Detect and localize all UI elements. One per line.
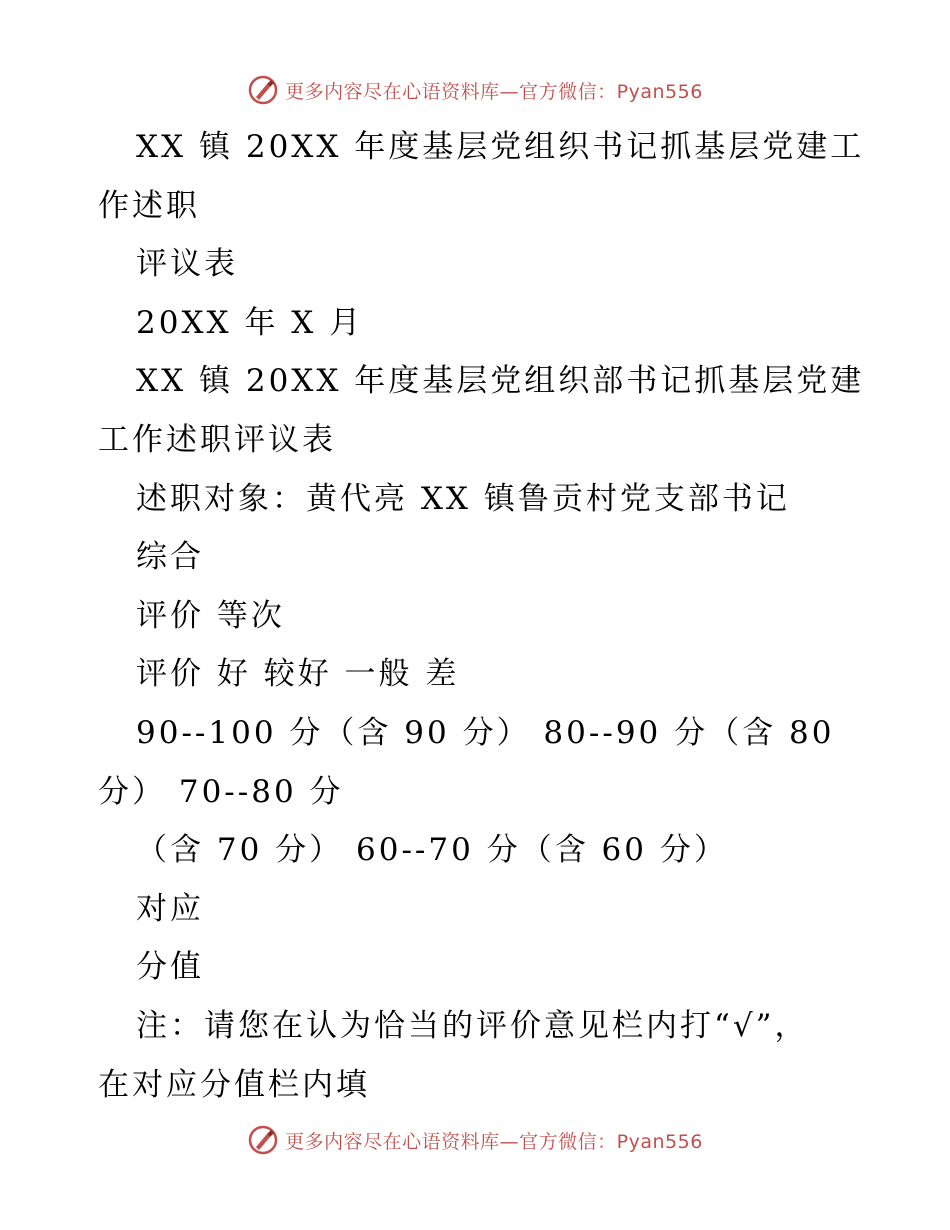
header-watermark — [0, 72, 950, 108]
doc-line: XX 镇 20XX 年度基层党组织书记抓基层党建工 — [136, 129, 865, 165]
watermark-text: 更多内容尽在心语资料库—官方微信：Pyan556 — [285, 80, 703, 103]
doc-line: 分值 — [136, 949, 204, 986]
doc-line: 作述职 — [98, 187, 200, 224]
doc-line: 评议表 — [136, 246, 238, 283]
doc-line: 对应 — [136, 890, 204, 927]
doc-line: 在对应分值栏内填 — [98, 1066, 370, 1103]
pen-logo-icon — [247, 1124, 279, 1156]
document-body — [98, 118, 865, 1114]
doc-line: XX 镇 20XX 年度基层党组织部书记抓基层党建 — [136, 363, 865, 400]
doc-line: 评价 等次 — [136, 597, 285, 634]
doc-line: 综合 — [136, 539, 204, 576]
doc-line: 注：请您在认为恰当的评价意见栏内打“√”， — [136, 1007, 809, 1044]
doc-line: 90--100 分（含 90 分） 80--90 分（含 80 — [136, 714, 835, 751]
doc-line: 评价 好 较好 一般 差 — [136, 656, 460, 693]
footer-watermark — [0, 1122, 950, 1158]
doc-line: 分） 70--80 分 — [98, 773, 344, 810]
pen-logo-icon — [247, 74, 279, 106]
doc-line: 20XX 年 X 月 — [136, 304, 364, 341]
doc-line: （含 70 分） 60--70 分（含 60 分） — [136, 832, 728, 869]
doc-line: 工作述职评议表 — [98, 421, 336, 458]
doc-line: 述职对象：黄代亮 XX 镇鲁贡村党支部书记 — [136, 480, 790, 517]
watermark-text: 更多内容尽在心语资料库—官方微信：Pyan556 — [285, 1130, 703, 1153]
